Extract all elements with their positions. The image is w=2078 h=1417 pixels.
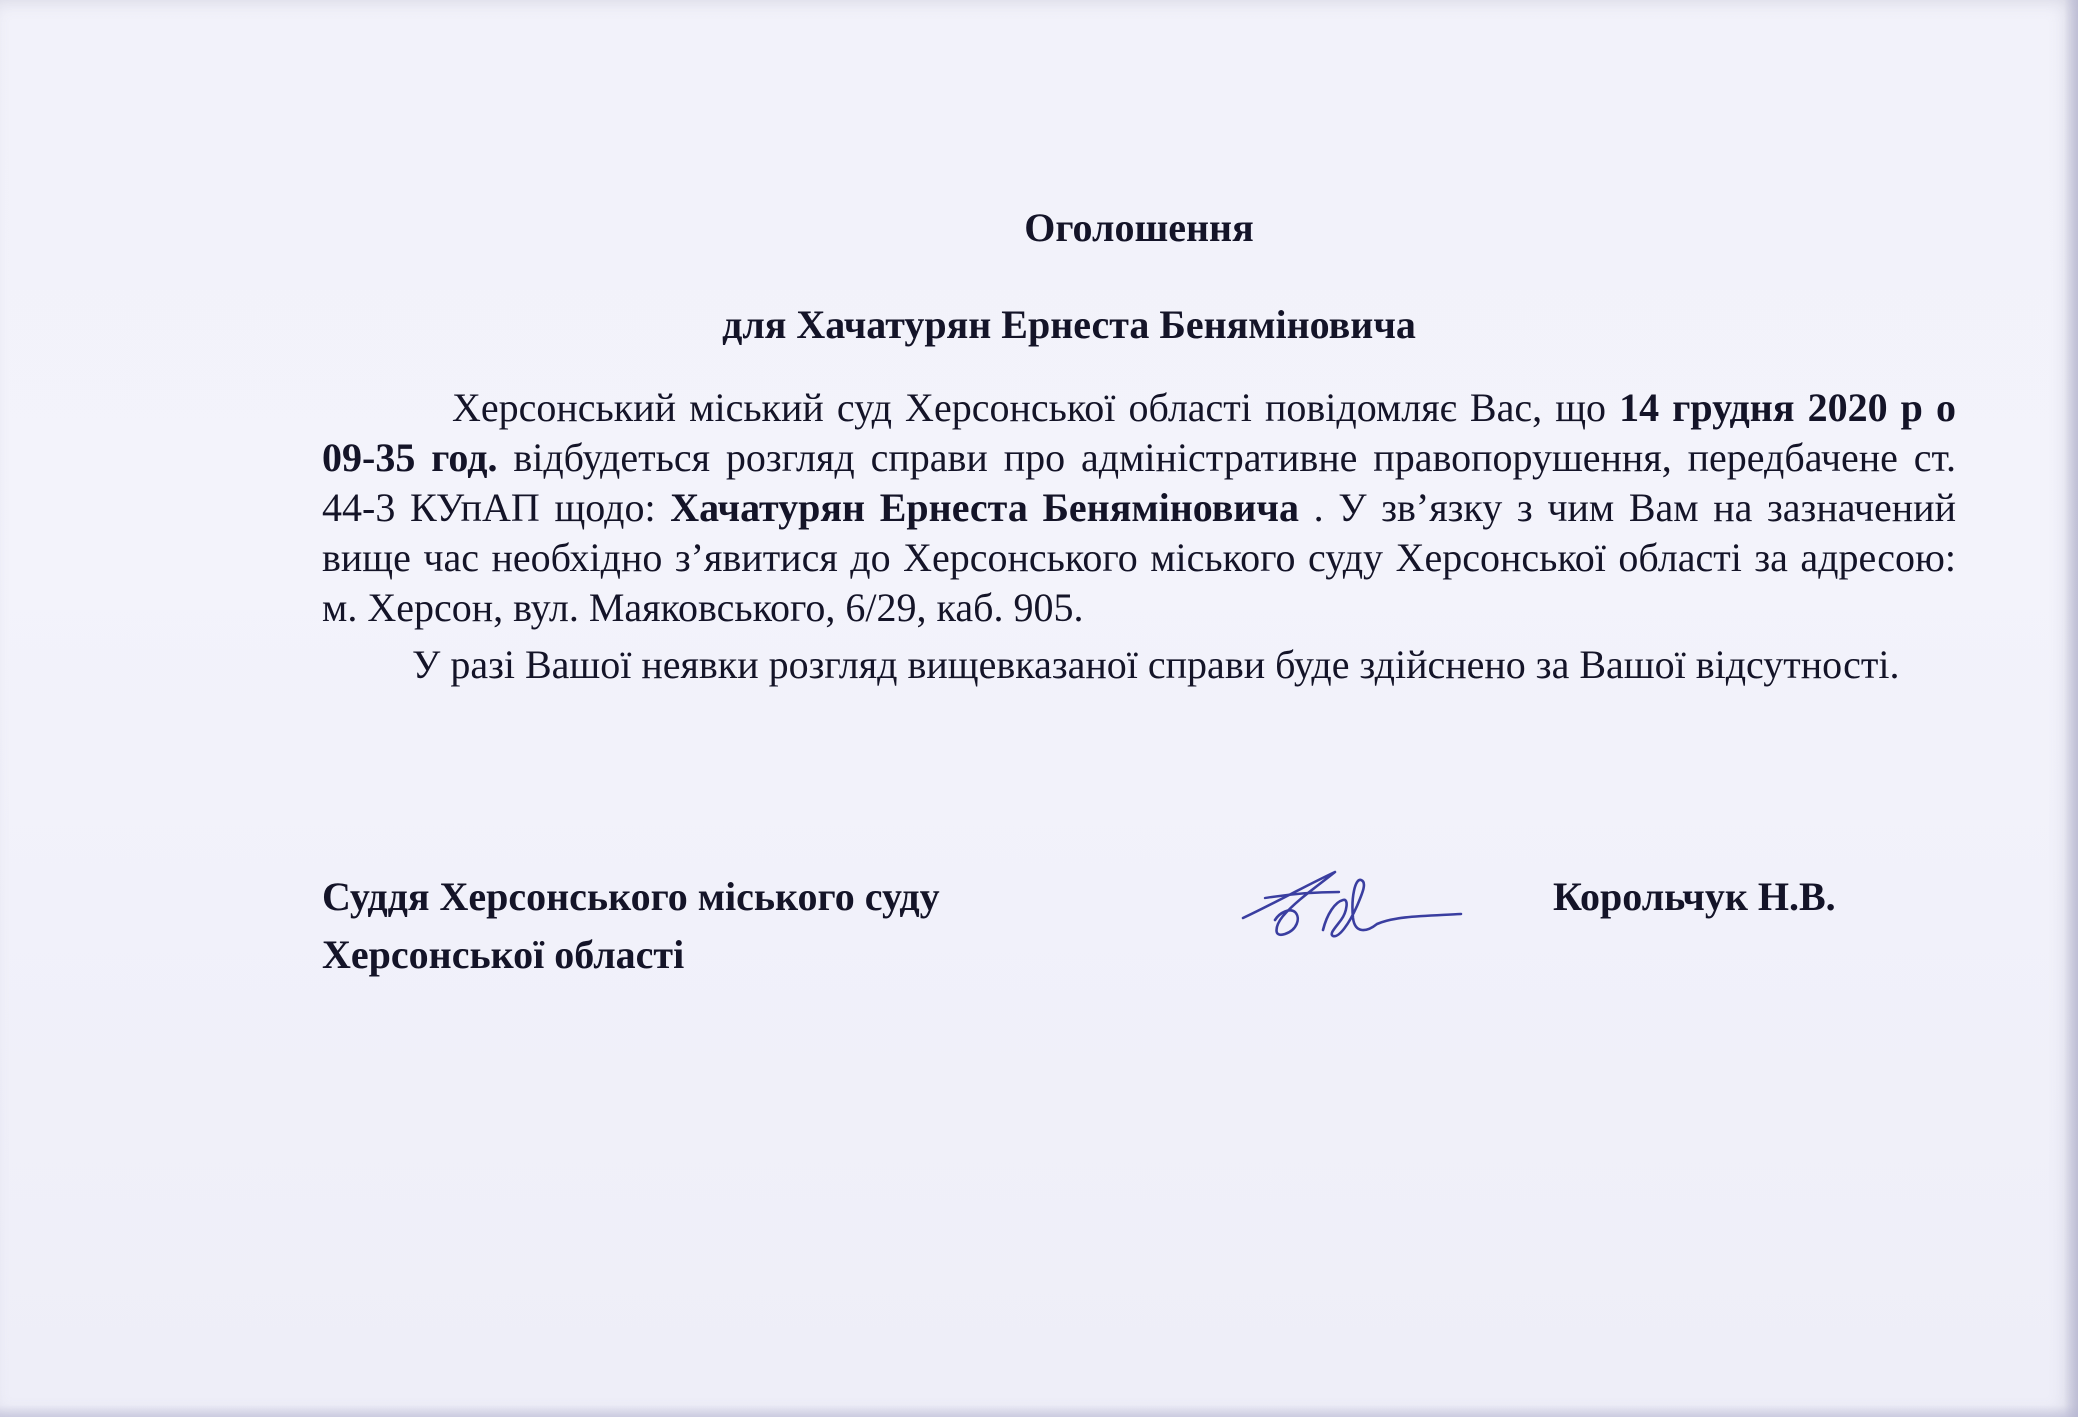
judge-position-line-1: Суддя Херсонського міського суду (322, 874, 940, 919)
notice-subtitle: для Хачатурян Ернеста Беняміновича (722, 302, 1416, 347)
middle-text: відбудеться розгляд справи про адміністративне правопорушення, передбачене ст. 44-3 КУпАП щодо: (322, 435, 1956, 530)
notice-body (322, 383, 1956, 695)
judge-position (322, 868, 940, 984)
notice-paragraph-1 (322, 383, 1956, 633)
judge-position-line-2: Херсонської області (322, 932, 685, 977)
person-name: Хачатурян Ернеста Беняміновича (670, 485, 1299, 530)
hearing-date-time: 14 грудня 2020 р о 09-35 год. (322, 385, 1957, 480)
notice-title: Оголошення (1024, 205, 1254, 250)
intro-text: Херсонський міський суд Херсонської області повідомляє Вас, що (452, 385, 1620, 430)
notice-paragraph-2: У разі Вашої неявки розгляд вищевказаної справи буде здійснено за Вашої відсутності. (412, 642, 1900, 687)
outro-text: . У зв’язку з чим Вам на зазначений вище час необхідно з’явитися до Херсонського міського суду Херсонської області за адресою: м. Херсон, вул. Маяковського, 6/29, каб. 905. (322, 485, 1956, 630)
paper-bottom-shadow (0, 1405, 2078, 1417)
judge-name: Корольчук Н.В. (1553, 874, 1836, 919)
handwritten-signature (1235, 858, 1465, 958)
